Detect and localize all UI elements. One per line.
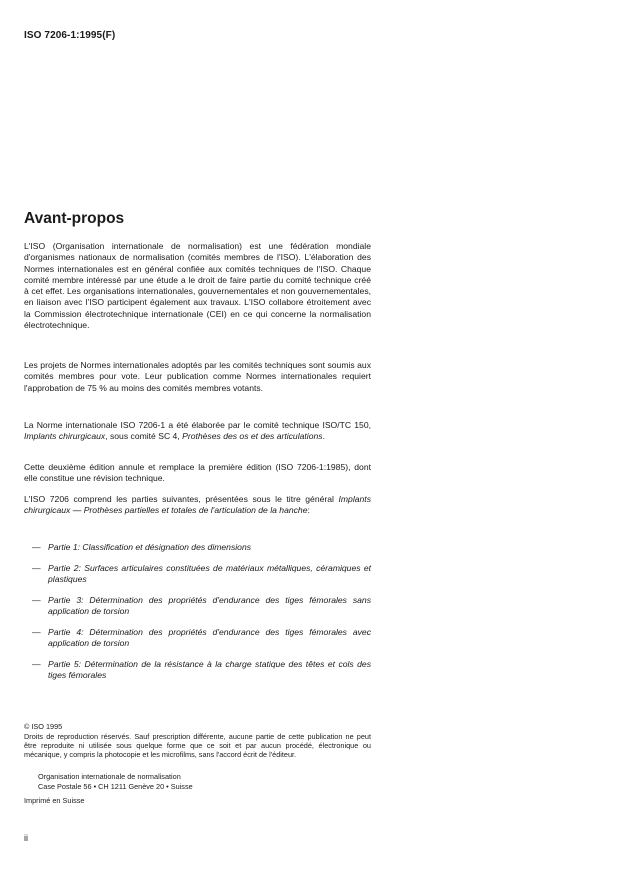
document-header: ISO 7206-1:1995(F) bbox=[24, 30, 116, 41]
publisher-org: Organisation internationale de normalisation bbox=[38, 772, 181, 781]
page-number: ii bbox=[24, 833, 28, 843]
list-item-text: Partie 1: Classification et désignation des dimensions bbox=[48, 542, 252, 552]
text-run: : bbox=[307, 505, 310, 516]
text-run-italic: Implants chirurgicaux bbox=[24, 431, 106, 442]
paragraph-text bbox=[24, 420, 371, 443]
list-dash: — bbox=[32, 659, 41, 670]
text-run: , sous comité SC 4, bbox=[105, 431, 183, 442]
parts-list bbox=[32, 542, 371, 691]
printed-in: Imprimé en Suisse bbox=[24, 796, 85, 805]
section-title: Avant-propos bbox=[24, 210, 125, 227]
list-item bbox=[32, 563, 371, 586]
paragraph-iso-intro bbox=[24, 241, 371, 331]
list-item bbox=[32, 542, 371, 553]
list-item bbox=[32, 595, 371, 618]
list-item bbox=[32, 659, 371, 682]
text-run: L'ISO 7206 comprend les parties suivantes, présentées sous le titre général bbox=[24, 494, 339, 504]
paragraph-projects bbox=[24, 360, 371, 394]
paragraph-text: Les projets de Normes internationales adoptés par les comités techniques sont soumis aux comités membres pour vote. Leur publication comme Normes internationales requiert l'approbation de 75 % au moins des comités membres votants. bbox=[24, 360, 371, 393]
copyright-rights: Droits de reproduction réservés. Sauf prescription différente, aucune partie de cette publication ne peut être reproduite ni utilisée sous quelque forme que ce soit et par aucun procédé, électronique ou mécanique, y compris la photocopie et les microfilms, sans l'accord écrit de l'éditeur. bbox=[24, 732, 371, 760]
list-item-text: Partie 3: Détermination des propriétés d'endurance des tiges fémorales sans application de torsion bbox=[48, 594, 371, 617]
paragraph-elaboration bbox=[24, 420, 371, 443]
text-run: La Norme internationale ISO 7206-1 a été élaborée par le comité technique ISO/TC 150, bbox=[24, 420, 371, 430]
text-run: . bbox=[322, 431, 325, 442]
list-dash: — bbox=[32, 626, 41, 637]
list-dash: — bbox=[32, 562, 41, 573]
list-item-text: Partie 5: Détermination de la résistance à la charge statique des têtes et cols des tiges fémorales bbox=[48, 659, 371, 681]
text-run-italic: Prothèses des os et des articulations bbox=[182, 431, 323, 442]
copyright-notice: © ISO 1995 bbox=[24, 722, 63, 731]
list-dash: — bbox=[32, 542, 41, 552]
paragraph-edition bbox=[24, 462, 371, 485]
paragraph-text: Cette deuxième édition annule et remplace la première édition (ISO 7206-1:1985), dont elle constitue une révision technique. bbox=[24, 462, 371, 484]
paragraph-text bbox=[24, 494, 371, 517]
list-item-text: Partie 4: Détermination des propriétés d'endurance des tiges fémorales avec application de torsion bbox=[48, 626, 371, 649]
paragraph-text: L'ISO (Organisation internationale de normalisation) est une fédération mondiale d'organismes nationaux de normalisation (comités membres de l'ISO). L'élaboration des Normes internationales est en général confiée aux comités techniques de l'ISO. Chaque comité membre intéressé par une étude a le droit de faire partie du comité technique créé à cet effet. Les organisations internationales, gouvernementales et non gouvernementales, en liaison avec l'ISO participent également aux travaux. L'ISO collabore étroitement avec la Commission électrotechnique internationale (CEI) en ce qui concerne la normalisation électrotechnique. bbox=[24, 241, 371, 331]
list-item-text: Partie 2: Surfaces articulaires constituées de matériaux métalliques, céramiques et plastiques bbox=[48, 562, 371, 585]
text-run-italic: Implants chirurgicaux — Prothèses partielles et totales de l'articulation de la hanche bbox=[24, 494, 371, 516]
paragraph-parts-intro bbox=[24, 494, 371, 517]
list-dash: — bbox=[32, 594, 41, 605]
publisher-address: Case Postale 56 • CH 1211 Genève 20 • Suisse bbox=[38, 782, 193, 791]
list-item bbox=[32, 627, 371, 650]
